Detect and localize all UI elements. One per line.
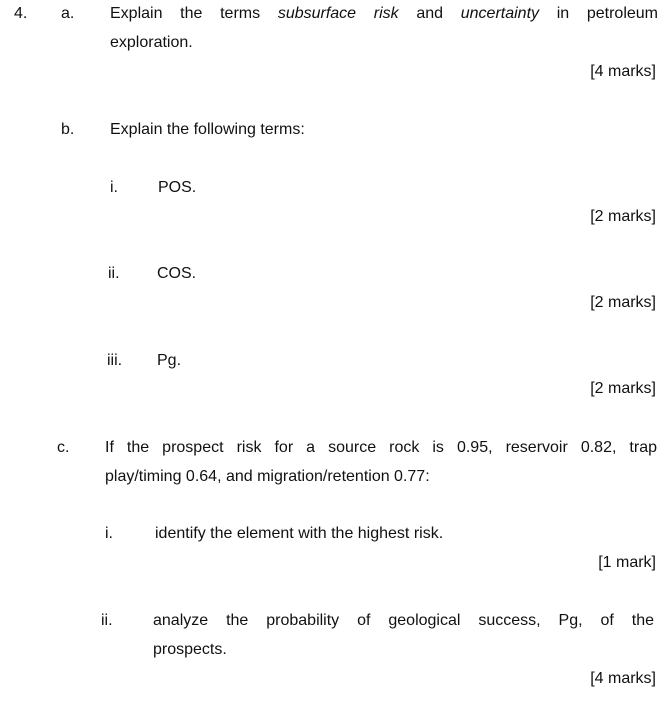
part-b-item-2-marks: [2 marks] [590, 294, 656, 311]
part-c-item-1-text: identify the element with the highest risk. [155, 525, 444, 542]
part-a-label: a. [61, 5, 75, 22]
term-subsurface-risk: subsurface risk [277, 5, 399, 22]
part-b-item-1-text: POS. [158, 179, 197, 196]
part-c-item-2-marks: [4 marks] [590, 670, 656, 687]
part-b-item-3-label: iii. [107, 352, 123, 369]
part-c-label: c. [57, 439, 70, 456]
part-b-item-1-marks: [2 marks] [590, 208, 656, 225]
part-c-item-1-label: i. [105, 525, 113, 542]
part-b-item-3-marks: [2 marks] [590, 380, 656, 397]
part-a-line-2: exploration. [110, 34, 193, 51]
part-b-item-3-text: Pg. [157, 352, 182, 369]
question-number: 4. [14, 5, 28, 22]
part-a-text [110, 4, 658, 53]
part-a-marks: [4 marks] [590, 63, 656, 80]
part-c-item-2-label: ii. [101, 612, 113, 629]
part-c-item-2-line-2: prospects. [153, 641, 227, 658]
part-b-label: b. [61, 121, 75, 138]
term-uncertainty: uncertainty [460, 5, 540, 22]
part-b-item-2-label: ii. [108, 265, 120, 282]
part-c-item-2-line-1: analyze the probability of geological success, Pg, of the [153, 612, 654, 629]
part-c-line-2: play/timing 0.64, and migration/retention 0.77: [105, 468, 430, 485]
part-b-item-2-text: COS. [157, 265, 197, 282]
part-c-text [105, 438, 657, 487]
part-c-item-2-text [153, 611, 654, 660]
part-c-line-1: If the prospect risk for a source rock is 0.95, reservoir 0.82, trap [105, 439, 657, 456]
part-a-line-1: Explain the terms subsurface risk and uncertainty in petroleum [110, 5, 659, 22]
part-c-item-1-marks: [1 mark] [598, 554, 656, 571]
part-b-text: Explain the following terms: [110, 121, 305, 138]
part-b-item-1-label: i. [110, 179, 118, 196]
